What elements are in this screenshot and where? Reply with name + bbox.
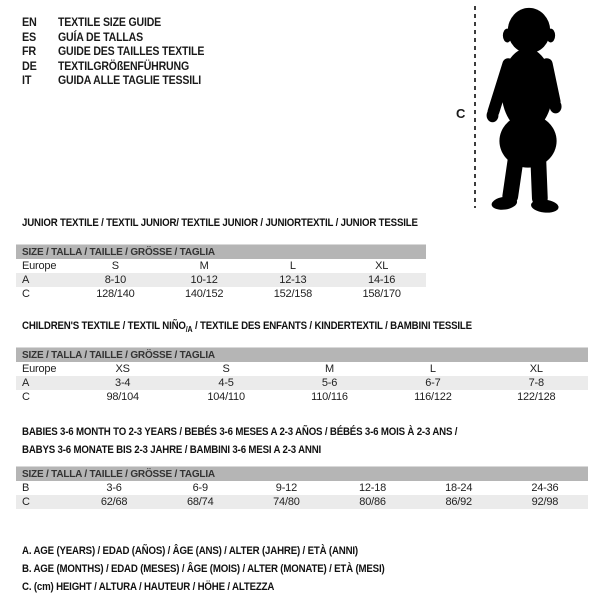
value-cell: 110/116: [311, 391, 348, 403]
table-row: [16, 376, 588, 390]
value-cell: 5-6: [321, 377, 338, 389]
language-code: IT: [22, 73, 32, 88]
height-measure-dashed-line: [474, 6, 476, 208]
baby-hand-right: [550, 100, 562, 114]
value-cell: 104/110: [207, 391, 245, 403]
value-cell: 14-16: [368, 274, 396, 286]
value-cell: 92/98: [531, 496, 559, 508]
value-cell: 24-36: [531, 482, 559, 494]
value-cell: L: [429, 363, 436, 375]
value-cell: 10-12: [190, 274, 218, 286]
value-cell: 98/104: [106, 391, 139, 403]
value-cell: XS: [115, 363, 130, 375]
language-label: GUIDE DES TAILLES TEXTILE: [58, 44, 205, 59]
value-cell: 12-18: [358, 482, 387, 494]
babies-section-title: [22, 423, 457, 459]
babies-title-line2: BABYS 3-6 MONATE BIS 2-3 JAHRE / BAMBINI 3-6 MESI A 2-3 ANNI: [22, 444, 322, 456]
size-header-cell: SIZE / TALLA / TAILLE / GRÖSSE / TAGLIA: [16, 348, 588, 363]
language-label: TEXTILGRÖßENFÜHRUNG: [58, 58, 190, 73]
value-cell: XL: [375, 260, 389, 272]
value-cell: 68/74: [186, 496, 214, 508]
row-label-cell: Europe: [22, 260, 57, 272]
value-cell: 152/158: [273, 288, 313, 300]
value-cell: M: [199, 260, 209, 272]
junior-section-title: JUNIOR TEXTILE / TEXTIL JUNIOR/ TEXTILE JUNIOR / JUNIORTEXTIL / JUNIOR TESSILE: [22, 217, 418, 229]
value-cell: M: [324, 363, 334, 375]
table-row: [16, 273, 426, 287]
table-row: [16, 287, 426, 301]
babies-size-table: [16, 466, 588, 509]
value-cell: 116/122: [414, 391, 452, 403]
value-cell: 3-4: [115, 377, 131, 389]
language-code: FR: [22, 44, 37, 59]
value-cell: XL: [529, 363, 543, 375]
baby-hand-left: [487, 109, 499, 123]
value-cell: 6-9: [192, 482, 208, 494]
table-row: [16, 362, 588, 376]
language-row: [22, 73, 224, 88]
value-cell: 122/128: [517, 391, 556, 403]
row-label-cell: B: [22, 482, 30, 494]
value-cell: 18-24: [445, 482, 473, 494]
language-code: DE: [22, 58, 37, 73]
language-row: [22, 44, 224, 59]
children-title-sub: /A: [185, 325, 193, 335]
value-cell: 74/80: [273, 496, 300, 508]
children-size-table: [16, 347, 588, 404]
row-label-cell: C: [22, 391, 30, 403]
size-header-row: [16, 348, 588, 363]
language-list: [22, 15, 224, 88]
table-row: [16, 390, 588, 404]
value-cell: 158/170: [362, 288, 401, 300]
table-row: [16, 481, 588, 495]
row-label-cell: Europe: [22, 363, 57, 375]
value-cell: 3-6: [106, 482, 122, 494]
size-header-row: [16, 245, 426, 260]
children-section-title: [22, 320, 472, 334]
language-label: TEXTILE SIZE GUIDE: [58, 15, 162, 30]
children-title-pre: CHILDREN'S TEXTILE / TEXTIL NIÑO: [22, 320, 186, 332]
row-label-cell: C: [22, 288, 30, 300]
value-cell: 7-8: [528, 377, 544, 389]
value-cell: 80/86: [359, 496, 386, 508]
value-cell: 6-7: [425, 377, 441, 389]
row-label-cell: A: [22, 377, 30, 389]
value-cell: S: [111, 260, 119, 272]
value-cell: 9-12: [275, 482, 297, 494]
height-measure-label: C: [456, 106, 466, 121]
language-label: GUÍA DE TALLAS: [58, 29, 143, 44]
language-row: [22, 30, 224, 45]
value-cell: 4-5: [218, 377, 234, 389]
baby-leg-right: [538, 149, 540, 198]
baby-arm-right: [547, 64, 555, 101]
value-cell: L: [289, 260, 296, 272]
children-title-post: / TEXTILE DES ENFANTS / KINDERTEXTIL / BAMBINI TESSILE: [192, 320, 472, 332]
legend-line-a: A. AGE (YEARS) / EDAD (AÑOS) / ÂGE (ANS) / ALTER (JAHRE) / ETÀ (ANNI): [22, 545, 358, 557]
size-header-row: [16, 467, 588, 482]
baby-head: [508, 8, 550, 53]
junior-size-table: [16, 244, 426, 301]
value-cell: 8-10: [104, 274, 126, 286]
baby-silhouette: [479, 3, 579, 215]
value-cell: 128/140: [96, 288, 135, 300]
language-label: GUIDA ALLE TAGLIE TESSILI: [58, 73, 202, 88]
language-row: [22, 59, 224, 74]
size-header-cell: SIZE / TALLA / TAILLE / GRÖSSE / TAGLIA: [16, 245, 426, 260]
value-cell: S: [222, 363, 230, 375]
row-label-cell: A: [22, 274, 30, 286]
value-cell: 140/152: [184, 288, 224, 300]
language-code: EN: [22, 15, 37, 30]
value-cell: 62/68: [100, 496, 128, 508]
language-code: ES: [22, 29, 37, 44]
legend: [22, 542, 434, 596]
table-row: [16, 495, 588, 509]
table-row: [16, 259, 426, 273]
language-row: [22, 15, 224, 30]
baby-ear-left: [503, 29, 512, 43]
size-header-cell: SIZE / TALLA / TAILLE / GRÖSSE / TAGLIA: [16, 467, 588, 482]
value-cell: 86/92: [445, 496, 472, 508]
row-label-cell: C: [22, 496, 30, 508]
babies-title-line1: BABIES 3-6 MONTH TO 2-3 YEARS / BEBÉS 3-6 MESES A 2-3 AÑOS / BÉBÉS 3-6 MOIS À 2-3 ANS /: [22, 426, 458, 438]
baby-leg-left: [510, 149, 517, 196]
legend-line-b: B. AGE (MONTHS) / EDAD (MESES) / ÂGE (MOIS) / ALTER (MONATE) / ETÀ (MESI): [22, 563, 385, 575]
baby-ear-right: [546, 29, 555, 43]
legend-line-c: C. (cm) HEIGHT / ALTURA / HAUTEUR / HÖHE / ALTEZZA: [22, 581, 275, 593]
value-cell: 12-13: [279, 274, 307, 286]
